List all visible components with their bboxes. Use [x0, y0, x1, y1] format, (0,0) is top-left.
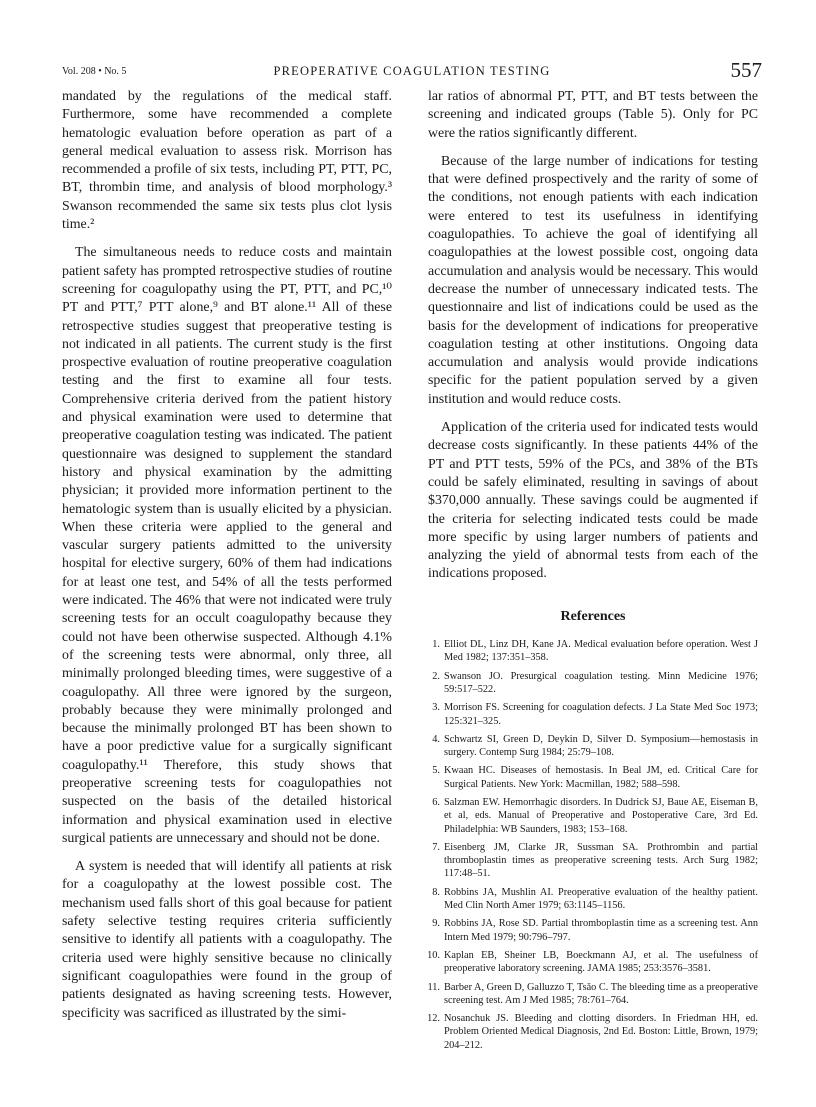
paragraph: Because of the large number of indications for testing that were defined prospectively and the rarity of some of the conditions, not enough patients with each indication were entered to test its usefulness in identifying coagulopathies. To achieve the goal of identifying all coagulopathies at the lowest possible cost, ongoing data accumulation and analysis would be necessary. This would decrease the number of unnecessary indicated tests. The questionnaire and list of indications could be used as the basis for the development of indications for preoperative coagulation testing at other institutions. Ongoing data accumulation and analysis would provide indications specific for the patient population served by a given institution and would reduce costs.	[428, 153, 758, 407]
reference-item	[428, 981, 758, 1008]
references-list	[428, 638, 758, 1052]
reference-text: Eisenberg JM, Clarke JR, Sussman SA. Prothrombin and partial thromboplastin times as preoperative screening tests. Arch Surg 1982; 117:48–51.	[444, 841, 758, 880]
reference-number: 12.	[427, 1013, 440, 1025]
reference-number: 8.	[432, 886, 440, 898]
page-number: 557	[730, 58, 762, 82]
reference-item	[428, 841, 758, 881]
right-column	[428, 88, 758, 1057]
reference-number: 2.	[432, 670, 440, 682]
reference-text: Robbins JA, Rose SD. Partial thromboplastin time as a screening test. Ann Intern Med 1979; 90:796–797.	[444, 918, 758, 943]
reference-number: 9.	[432, 918, 440, 930]
reference-text: Kwaan HC. Diseases of hemostasis. In Beal JM, ed. Critical Care for Surgical Patients. New York: Macmillan, 1982; 588–598.	[444, 765, 758, 790]
running-title: PREOPERATIVE COAGULATION TESTING	[273, 64, 551, 78]
reference-item	[428, 670, 758, 697]
reference-number: 10.	[427, 949, 440, 961]
reference-number: 5.	[432, 765, 440, 777]
reference-text: Morrison FS. Screening for coagulation defects. J La State Med Soc 1973; 125:321–325.	[444, 702, 758, 727]
reference-text: Swanson JO. Presurgical coagulation testing. Minn Medicine 1976; 59:517–522.	[444, 670, 758, 695]
references-heading: References	[560, 608, 626, 624]
reference-item	[428, 1012, 758, 1052]
reference-number: 1.	[432, 639, 440, 651]
reference-text: Salzman EW. Hemorrhagic disorders. In Dudrick SJ, Baue AE, Eiseman B, et al, eds. Manual of Preoperative and Postoperative Care, 3rd Ed. Philadelphia: WB Saunders, 1983; 153–168.	[444, 796, 758, 835]
reference-number: 4.	[432, 733, 440, 745]
reference-text: Kaplan EB, Sheiner LB, Boeckmann AJ, et al. The usefulness of preoperative laboratory screening. JAMA 1985; 253:3576–3581.	[444, 949, 758, 975]
reference-text: Nosanchuk JS. Bleeding and clotting disorders. In Friedman HH, ed. Problem Oriented Medical Diagnosis, 2nd Ed. Boston: Little, Brown, 1979; 204–212.	[444, 1013, 758, 1051]
reference-item	[428, 886, 758, 913]
paragraph: mandated by the regulations of the medical staff. Furthermore, some have recommended a complete hematologic evaluation before operation as part of a general medical evaluation to assess risk. Morrison has recommended a profile of six tests, including PT, PTT, PC, BT, thrombin time, and analysis of blood morphology.³ Swanson recommended the same six tests plus clot lysis time.²	[62, 89, 392, 233]
reference-item	[428, 949, 758, 976]
reference-text: Elliot DL, Linz DH, Kane JA. Medical evaluation before operation. West J Med 1982; 137:351–358.	[444, 639, 758, 664]
paragraph: Application of the criteria used for indicated tests would decrease costs significantly. In these patients 44% of the PT and PTT tests, 59% of the PCs, and 38% of the BTs could be safely eliminated, resulting in savings of about $370,000 annually. These savings could be augmented if the criteria for selecting indicated tests could be made more specific by using larger numbers of patients and analyzing the yield of abnormal tests from each of the indications proposed.	[428, 420, 758, 582]
reference-text: Robbins JA, Mushlin AI. Preoperative evaluation of the healthy patient. Med Clin North Amer 1979; 63:1145–1156.	[444, 886, 758, 912]
reference-text: Barber A, Green D, Galluzzo T, Tsǎo C. The bleeding time as a preoperative screening test. Am J Med 1985; 78:761–764.	[444, 981, 758, 1006]
reference-item	[428, 917, 758, 944]
journal-volume: Vol. 208 • No. 5	[62, 66, 127, 77]
reference-number: 11.	[427, 981, 440, 993]
reference-number: 7.	[432, 841, 440, 853]
reference-text: Schwartz SI, Green D, Deykin D, Silver D. Symposium—hemostasis in surgery. Contemp Surg 1984; 25:79–108.	[444, 733, 758, 759]
reference-item	[428, 638, 758, 665]
reference-number: 3.	[432, 702, 440, 714]
paragraph: lar ratios of abnormal PT, PTT, and BT tests between the screening and indicated groups (Table 5). Only for PC were the ratios significantly different.	[428, 89, 758, 141]
page-header	[62, 58, 762, 86]
paragraph: The simultaneous needs to reduce costs and maintain patient safety has prompted retrospective studies of routine screening for coagulopathy using the PT, PTT, and PC,¹⁰ PT and PTT,⁷ PTT alone,⁹ and BT alone.¹¹ All of these retrospective studies suggest that preoperative testing is not indicated in all patients. The current study is the first prospective evaluation of routine preoperative coagulation testing and the first to examine all four tests. Comprehensive criteria derived from the patient history and physical examination were used to determine that preoperative coagulation testing was indicated. The patient questionnaire was designed to supplement the standard history and physical examination by the admitting physician; it provided more information pertinent to the hematologic system than is usually elicited by a physician. When these criteria were applied to the general and vascular surgery patients admitted to the university hospital for elective surgery, 60% of them had indications for at least one test, and 54% of all the tests performed were indicated. The 46% that were not indicated were truly screening tests for an occult coagulopathy because they could not have been otherwise suspected. Although 4.1% of the screening tests were abnormal, only three, all minimally prolonged bleeding times, were suggestive of a coagulopathy. All three were ignored by the surgeon, probably because they were minimally prolonged and because the minimally prolonged BT has been shown to have a poor predictive value for a surgically significant coagulopathy.¹¹ Therefore, this study shows that preoperative screening tests for coagulopathies not suspected on the basis of the detailed historical information and physical examination used in elective surgical patients are unnecessary and should not be done.	[62, 245, 392, 846]
reference-item	[428, 701, 758, 728]
reference-item	[428, 764, 758, 791]
reference-item	[428, 733, 758, 760]
paragraph: A system is needed that will identify all patients at risk for a coagulopathy at the lowest possible cost. The mechanism used falls short of this goal because for patient safety selective testing requires criteria sufficiently sensitive to identify all patients with a coagulopathy. The criteria used were highly sensitive because no clinically significant coagulopathies were found in the group of patients designated as having screening tests. However, specificity was sacrificed as illustrated by the simi-	[62, 859, 392, 1021]
left-column	[62, 88, 392, 1023]
reference-item	[428, 796, 758, 836]
reference-number: 6.	[432, 796, 440, 808]
